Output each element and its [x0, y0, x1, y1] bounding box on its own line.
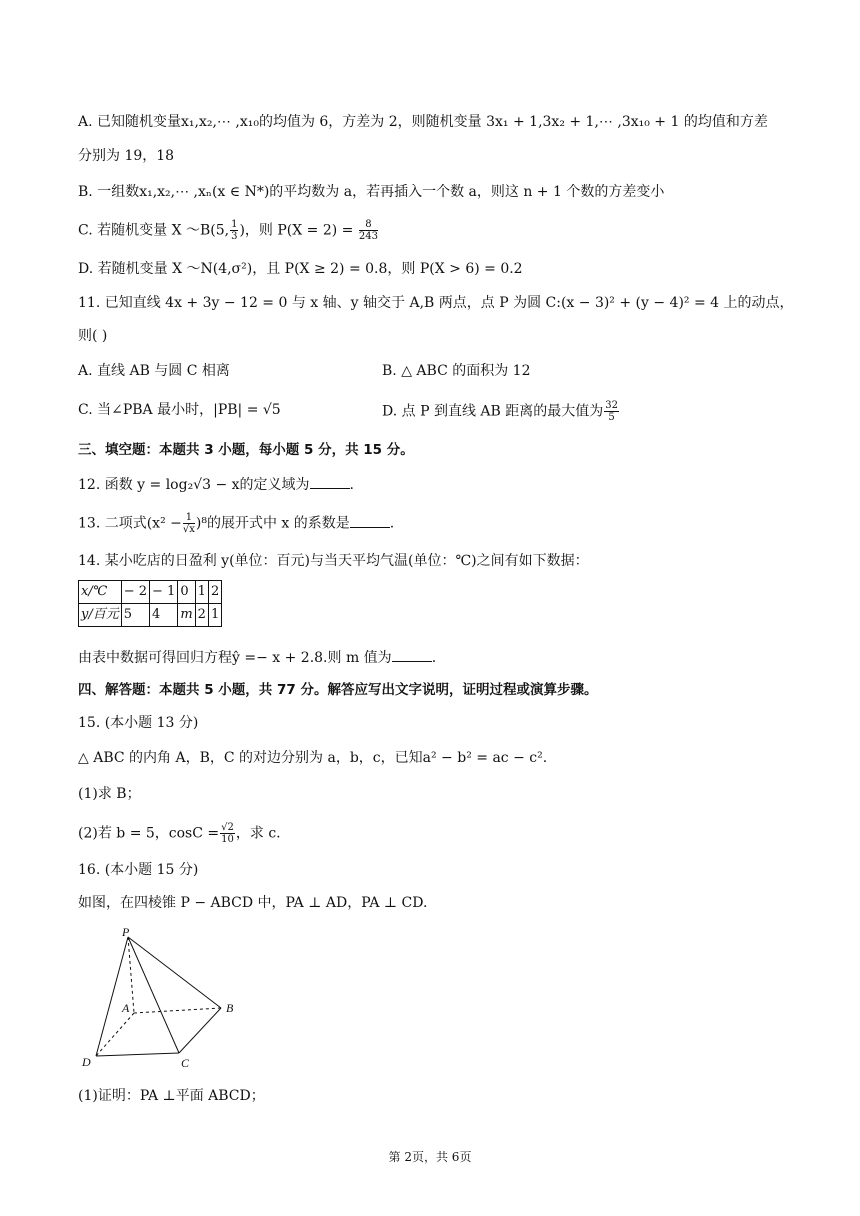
section-heading-solutions: 四、解答题：本题共 5 小题，共 77 分。解答应写出文字说明，证明过程或演算步骤。 — [78, 682, 598, 698]
fraction-numerator: 8 — [359, 219, 378, 231]
q10-option-b: B. 一组数x₁,x₂,⋯ ,xₙ(x ∈ N*)的平均数为 a，若再插入一个数 a，则这 n + 1 个数的方差变小 — [78, 184, 665, 200]
q10-option-d: D. 若随机变量 X ～N(4,σ²)，且 P(X ≥ 2) = 0.8，则 P(X > 6) = 0.2 — [78, 261, 523, 277]
q14-end: . — [431, 650, 437, 666]
edge-pc — [128, 937, 179, 1053]
q12-text: 12. 函数 y = log₂√3 − x的定义域为 — [78, 477, 310, 493]
table-cell: 5 — [121, 604, 149, 627]
table-cell: 0 — [178, 581, 195, 604]
fraction — [220, 822, 235, 845]
table-row — [79, 581, 222, 604]
q11-stem-line1: 11. 已知直线 4x + 3y − 12 = 0 与 x 轴、y 轴交于 A,B 两点，点 P 为圆 C:(x − 3)² + (y − 4)² = 4 上的动点， — [78, 295, 794, 311]
q16-part1: (1)证明：PA ⊥平面 ABCD； — [78, 1088, 265, 1104]
fraction-denominator: 10 — [221, 834, 234, 845]
q11-option-d — [382, 400, 620, 423]
table-cell: − 1 — [150, 581, 178, 604]
table-cell: 1 — [195, 581, 208, 604]
q11-stem-line2: 则( ) — [78, 328, 108, 344]
q13-text-mid: )⁸的展开式中 x 的系数是 — [195, 515, 350, 532]
table-cell: 1 — [208, 604, 221, 627]
fraction-denominator: 243 — [358, 231, 378, 242]
q11-option-c: C. 当∠PBA 最小时，|PB| = √5 — [78, 402, 281, 418]
table-cell: y/百元 — [79, 604, 122, 627]
q11-option-b: B. △ ABC 的面积为 12 — [382, 363, 531, 379]
q11-option-d-text: D. 点 P 到直线 AB 距离的最大值为 — [382, 403, 604, 420]
q10-option-c-mid: )，则 P(X = 2) = — [239, 222, 354, 239]
vertex-label-p: P — [122, 925, 130, 939]
section-heading-fill-in: 三、填空题：本题共 3 小题，每小题 5 分，共 15 分。 — [78, 442, 414, 458]
table-cell: 2 — [195, 604, 208, 627]
q16-head: 16. (本小题 15 分) — [78, 862, 199, 878]
table-cell: 4 — [150, 604, 178, 627]
answer-blank — [310, 474, 350, 489]
q11-option-a: A. 直线 AB 与圆 C 相离 — [78, 363, 230, 379]
q16-stem: 如图，在四棱锥 P − ABCD 中，PA ⊥ AD，PA ⊥ CD. — [78, 895, 428, 911]
table-cell: m — [178, 604, 195, 627]
answer-blank — [392, 647, 432, 662]
pyramid-figure — [78, 922, 258, 1072]
edge-dc — [96, 1053, 179, 1056]
q15-part2-text: (2)若 b = 5，cosC = — [78, 825, 220, 842]
fraction — [230, 219, 238, 242]
vertex-label-c: C — [181, 1056, 190, 1070]
table-cell: − 2 — [121, 581, 149, 604]
q14-regression-text: 由表中数据可得回归方程ŷ =− x + 2.8.则 m 值为 — [78, 650, 392, 666]
q10-option-c-pre: C. 若随机变量 X ～B(5, — [78, 222, 230, 239]
q13-text-pre: 13. 二项式(x² − — [78, 515, 182, 532]
fraction-numerator: 1 — [231, 219, 238, 230]
q12-end: . — [349, 477, 354, 493]
answer-blank — [350, 513, 390, 528]
q10-option-a-line1: A. 已知随机变量x₁,x₂,⋯ ,x₁₀的均值为 6，方差为 2，则随机变量 3x₁ + 1,3x₂ + 1,⋯ ,3x₁₀ + 1 的均值和方差 — [78, 114, 768, 130]
fraction — [359, 219, 378, 242]
q15-head: 15. (本小题 13 分) — [78, 715, 199, 731]
table-cell: x/℃ — [79, 581, 122, 604]
fraction-numerator: 1 — [183, 512, 195, 524]
q13-end: . — [389, 515, 395, 532]
vertex-label-d: D — [82, 1055, 91, 1069]
edge-ab-hidden — [134, 1008, 221, 1013]
q12 — [78, 474, 354, 495]
edge-pb — [128, 937, 221, 1008]
q14-regression — [78, 647, 436, 668]
fraction-denominator: 5 — [608, 412, 615, 423]
fraction — [183, 512, 195, 535]
q10-option-a-line2: 分别为 19，18 — [78, 148, 175, 164]
q15-part2-end: ，求 c. — [235, 825, 281, 842]
edge-cb — [179, 1008, 221, 1053]
edge-pd — [96, 937, 128, 1056]
fraction-numerator: 32 — [605, 400, 618, 411]
fraction — [604, 400, 619, 423]
fraction-numerator: √2 — [221, 822, 234, 833]
fraction-denominator: 3 — [231, 231, 238, 242]
vertex-label-b: B — [226, 1001, 234, 1015]
q15-part2 — [78, 822, 281, 845]
data-table — [78, 580, 222, 627]
q13 — [78, 512, 394, 535]
q14-stem: 14. 某小吃店的日盈利 y(单位：百元)与当天平均气温(单位：℃)之间有如下数据： — [78, 553, 589, 569]
page-footer: 第 2页，共 6页 — [388, 1150, 472, 1164]
q15-part1: (1)求 B； — [78, 786, 141, 802]
q15-stem: △ ABC 的内角 A，B，C 的对边分别为 a，b，c，已知a² − b² = ac − c². — [78, 750, 548, 766]
table-row — [79, 604, 222, 627]
q10-option-c — [78, 219, 379, 242]
fraction-denominator: √x — [182, 524, 195, 535]
vertex-label-a: A — [122, 1001, 130, 1015]
table-cell: 2 — [208, 581, 221, 604]
